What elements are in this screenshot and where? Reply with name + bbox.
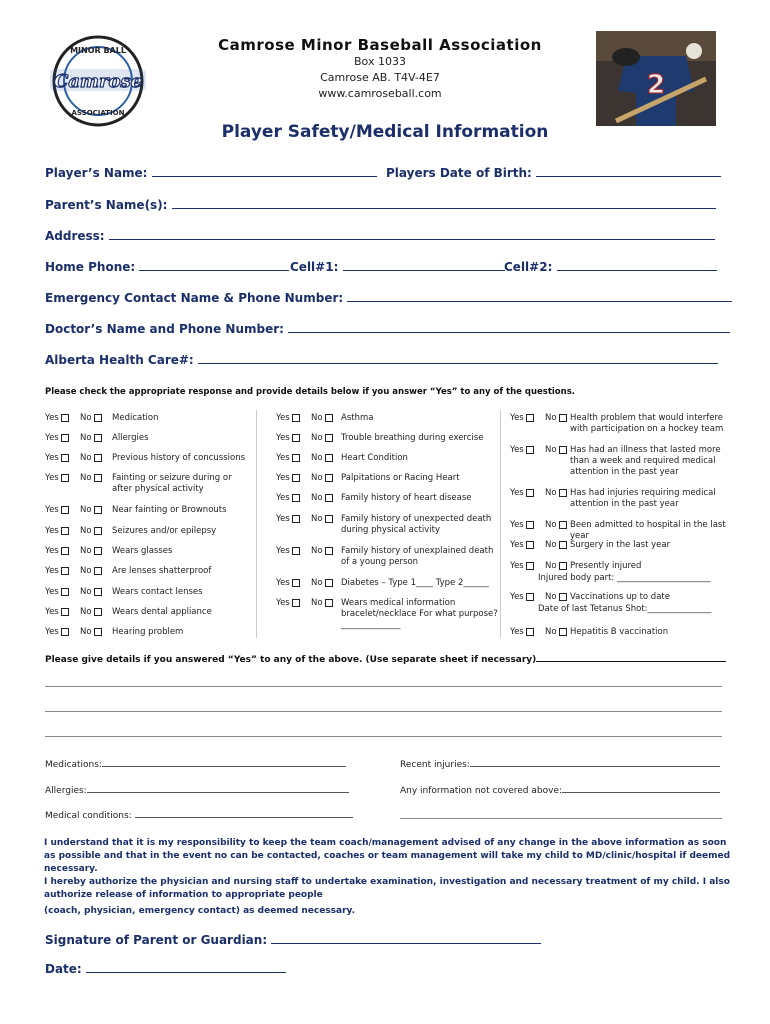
checkbox-icon[interactable] xyxy=(94,474,102,482)
question-text: Family history of unexpected death during physical activity xyxy=(341,514,492,535)
no-checkbox[interactable] xyxy=(311,598,333,608)
home-phone-blank[interactable] xyxy=(139,260,289,271)
question-text: Trouble breathing during exercise xyxy=(341,433,484,443)
yes-checkbox[interactable] xyxy=(45,526,69,536)
no-checkbox[interactable] xyxy=(311,413,333,423)
question-text: Heart Condition xyxy=(341,453,408,463)
no-checkbox[interactable] xyxy=(545,520,567,530)
no-checkbox[interactable] xyxy=(311,453,333,463)
signature-blank[interactable] xyxy=(271,933,541,944)
allergies-blank[interactable] xyxy=(87,784,349,793)
player-dob-label: Players Date of Birth: xyxy=(386,166,532,180)
details-line-2[interactable] xyxy=(45,711,722,712)
yes-checkbox[interactable] xyxy=(45,505,69,515)
question-text: Family history of unexplained death of a young person xyxy=(341,546,494,567)
date-field[interactable] xyxy=(45,962,286,976)
no-checkbox[interactable] xyxy=(80,566,102,576)
no-label: No xyxy=(545,413,557,423)
checkbox-icon[interactable] xyxy=(325,547,333,555)
yes-checkbox[interactable] xyxy=(45,453,69,463)
no-label: No xyxy=(311,453,323,463)
no-checkbox[interactable] xyxy=(80,453,102,463)
checkbox-icon[interactable] xyxy=(61,434,69,442)
baseball-photo xyxy=(596,31,716,126)
allergies-field[interactable] xyxy=(45,784,349,796)
question-text: Wears contact lenses xyxy=(112,587,203,597)
yes-checkbox[interactable] xyxy=(276,598,300,608)
player-name-field[interactable] xyxy=(45,166,377,180)
no-checkbox[interactable] xyxy=(80,505,102,515)
no-label: No xyxy=(545,561,557,571)
no-checkbox[interactable] xyxy=(545,627,567,637)
home-phone-field[interactable] xyxy=(45,260,289,274)
no-label: No xyxy=(80,453,92,463)
emergency-blank[interactable] xyxy=(347,291,732,302)
question-text: Presently injured xyxy=(570,561,642,571)
yes-label: Yes xyxy=(276,578,290,588)
emergency-field[interactable] xyxy=(45,291,732,305)
yes-checkbox[interactable] xyxy=(510,520,534,530)
checkbox-icon[interactable] xyxy=(61,414,69,422)
checkbox-icon[interactable] xyxy=(526,628,534,636)
no-label: No xyxy=(80,587,92,597)
yes-label: Yes xyxy=(45,607,59,617)
checkbox-icon[interactable] xyxy=(292,599,300,607)
checkbox-icon[interactable] xyxy=(325,454,333,462)
question-text: Seizures and/or epilepsy xyxy=(112,526,217,536)
tetanus-date[interactable]: Date of last Tetanus Shot:_______________ xyxy=(538,604,712,614)
question-text: Has had injuries requiring medical attention in the past year xyxy=(570,488,716,509)
checkbox-icon[interactable] xyxy=(94,628,102,636)
no-label: No xyxy=(80,505,92,515)
player-name-blank[interactable] xyxy=(152,166,377,177)
doctor-blank[interactable] xyxy=(288,322,730,333)
no-label: No xyxy=(311,546,323,556)
player-dob-blank[interactable] xyxy=(536,166,721,177)
question-text: Vaccinations up to date xyxy=(570,592,670,602)
no-checkbox[interactable] xyxy=(80,587,102,597)
signature-label: Signature of Parent or Guardian: xyxy=(45,933,268,947)
conditions-line-right[interactable] xyxy=(400,818,722,819)
checkbox-icon[interactable] xyxy=(325,599,333,607)
health-care-blank[interactable] xyxy=(198,353,718,364)
question-text: Near fainting or Brownouts xyxy=(112,505,227,515)
yes-checkbox[interactable] xyxy=(276,453,300,463)
checkbox-icon[interactable] xyxy=(61,506,69,514)
yes-label: Yes xyxy=(510,413,524,423)
yes-label: Yes xyxy=(510,520,524,530)
yes-checkbox[interactable] xyxy=(45,546,69,556)
no-checkbox[interactable] xyxy=(545,488,567,498)
org-header xyxy=(200,36,560,102)
checkbox-icon[interactable] xyxy=(94,567,102,575)
checkbox-icon[interactable] xyxy=(526,562,534,570)
yes-label: Yes xyxy=(510,488,524,498)
checkbox-icon[interactable] xyxy=(94,608,102,616)
yes-label: Yes xyxy=(45,505,59,515)
checkbox-icon[interactable] xyxy=(526,489,534,497)
checkbox-icon[interactable] xyxy=(559,541,567,549)
checkbox-icon[interactable] xyxy=(559,446,567,454)
home-phone-label: Home Phone: xyxy=(45,260,136,274)
question-text: Palpitations or Racing Heart xyxy=(341,473,460,483)
checkbox-icon[interactable] xyxy=(292,414,300,422)
checkbox-icon[interactable] xyxy=(61,588,69,596)
doctor-field[interactable] xyxy=(45,322,730,336)
checkbox-icon[interactable] xyxy=(292,579,300,587)
yes-checkbox[interactable] xyxy=(45,607,69,617)
not-covered-field[interactable] xyxy=(400,784,720,796)
no-checkbox[interactable] xyxy=(80,473,102,483)
association-logo xyxy=(44,33,152,129)
yes-checkbox[interactable] xyxy=(510,488,534,498)
question-text: Previous history of concussions xyxy=(112,453,246,463)
no-label: No xyxy=(311,514,323,524)
yes-label: Yes xyxy=(276,453,290,463)
yes-checkbox[interactable] xyxy=(45,473,69,483)
emergency-label: Emergency Contact Name & Phone Number: xyxy=(45,291,344,305)
question-text: Diabetes – Type 1____ Type 2______ xyxy=(341,578,489,588)
yes-checkbox[interactable] xyxy=(276,473,300,483)
checkbox-icon[interactable] xyxy=(61,474,69,482)
cell1-field[interactable] xyxy=(290,260,505,274)
no-label: No xyxy=(80,627,92,637)
parents-name-blank[interactable] xyxy=(172,198,716,209)
no-checkbox[interactable] xyxy=(545,445,567,455)
checkbox-icon[interactable] xyxy=(526,521,534,529)
yes-label: Yes xyxy=(510,592,524,602)
checkbox-icon[interactable] xyxy=(94,434,102,442)
yes-label: Yes xyxy=(510,627,524,637)
checkbox-icon[interactable] xyxy=(526,541,534,549)
checkbox-icon[interactable] xyxy=(325,434,333,442)
question-text: Has had an illness that lasted more than a week and required medical attention in the past year xyxy=(570,445,721,477)
no-label: No xyxy=(311,473,323,483)
yes-checkbox[interactable] xyxy=(276,493,300,503)
yes-checkbox[interactable] xyxy=(45,413,69,423)
address-label: Address: xyxy=(45,229,105,243)
not-covered-label: Any information not covered above: xyxy=(400,786,563,796)
yes-checkbox[interactable] xyxy=(510,592,534,602)
yes-checkbox[interactable] xyxy=(276,514,300,524)
authorization-paragraph-1: I understand that it is my responsibility to keep the team coach/management advised of any change in the above information as soon as possible and that in the event no can be contacted, coaches or team management will take my child to MD/clinic/hospital if deemed necessary. xyxy=(44,838,731,874)
yes-label: Yes xyxy=(510,540,524,550)
checkbox-icon[interactable] xyxy=(292,474,300,482)
medications-field[interactable] xyxy=(45,758,346,770)
yes-checkbox[interactable] xyxy=(276,578,300,588)
yes-checkbox[interactable] xyxy=(510,445,534,455)
checkbox-icon[interactable] xyxy=(559,489,567,497)
yes-checkbox[interactable] xyxy=(45,566,69,576)
checkbox-icon[interactable] xyxy=(61,608,69,616)
yes-checkbox[interactable] xyxy=(510,540,534,550)
checkbox-icon[interactable] xyxy=(325,494,333,502)
recent-injuries-label: Recent injuries: xyxy=(400,760,470,770)
question-text: Medication xyxy=(112,413,159,423)
question-text: Health problem that would interfere with participation on a hockey team xyxy=(570,413,724,434)
org-box: Box 1033 xyxy=(354,55,406,68)
recent-injuries-field[interactable] xyxy=(400,758,720,770)
yes-label: Yes xyxy=(510,445,524,455)
checkbox-icon[interactable] xyxy=(325,515,333,523)
no-checkbox[interactable] xyxy=(545,413,567,423)
no-checkbox[interactable] xyxy=(545,540,567,550)
no-label: No xyxy=(311,598,323,608)
no-checkbox[interactable] xyxy=(311,433,333,443)
checkbox-icon[interactable] xyxy=(292,515,300,523)
yes-label: Yes xyxy=(45,433,59,443)
checkbox-icon[interactable] xyxy=(94,527,102,535)
yes-checkbox[interactable] xyxy=(510,561,534,571)
question-text: Are lenses shatterproof xyxy=(112,566,212,576)
address-blank[interactable] xyxy=(109,229,715,240)
player-dob-field[interactable] xyxy=(386,166,721,180)
no-label: No xyxy=(80,413,92,423)
yes-label: Yes xyxy=(45,566,59,576)
jersey-number: 2 xyxy=(646,70,666,100)
no-label: No xyxy=(80,473,92,483)
yes-label: Yes xyxy=(276,413,290,423)
no-label: No xyxy=(545,592,557,602)
yes-checkbox[interactable] xyxy=(510,627,534,637)
no-checkbox[interactable] xyxy=(545,592,567,602)
signature-field[interactable] xyxy=(45,933,541,947)
checkbox-icon[interactable] xyxy=(94,547,102,555)
question-text: Hearing problem xyxy=(112,627,184,637)
checkbox-icon[interactable] xyxy=(559,562,567,570)
checkbox-icon[interactable] xyxy=(526,446,534,454)
no-checkbox[interactable] xyxy=(311,493,333,503)
no-checkbox[interactable] xyxy=(311,546,333,556)
details-label: Please give details if you answered “Yes” to any of the above. (Use separate sheet if necessary) xyxy=(45,655,537,665)
details-line-1[interactable] xyxy=(45,686,722,687)
no-label: No xyxy=(311,493,323,503)
org-website: www.camroseball.com xyxy=(318,87,442,100)
checkbox-icon[interactable] xyxy=(325,474,333,482)
checkbox-icon[interactable] xyxy=(559,628,567,636)
date-blank[interactable] xyxy=(86,962,286,973)
question-text: Wears dental appliance xyxy=(112,607,212,617)
no-checkbox[interactable] xyxy=(311,578,333,588)
yes-label: Yes xyxy=(276,473,290,483)
yes-label: Yes xyxy=(276,493,290,503)
conditions-field[interactable] xyxy=(45,809,353,821)
checkbox-icon[interactable] xyxy=(325,414,333,422)
no-label: No xyxy=(80,526,92,536)
checkbox-icon[interactable] xyxy=(292,454,300,462)
checkbox-icon[interactable] xyxy=(559,593,567,601)
no-label: No xyxy=(80,433,92,443)
instructions-text: Please check the appropriate response and provide details below if you answer “Yes” to any of the questions. xyxy=(45,387,575,397)
yes-label: Yes xyxy=(45,587,59,597)
checkbox-icon[interactable] xyxy=(526,414,534,422)
player-name-label: Player’s Name: xyxy=(45,166,148,180)
yes-label: Yes xyxy=(45,473,59,483)
no-checkbox[interactable] xyxy=(545,561,567,571)
checkbox-icon[interactable] xyxy=(61,567,69,575)
no-checkbox[interactable] xyxy=(80,413,102,423)
not-covered-blank[interactable] xyxy=(562,784,720,793)
checkbox-icon[interactable] xyxy=(61,628,69,636)
logo-top-text: MINOR BALL xyxy=(70,46,126,55)
yes-checkbox[interactable] xyxy=(276,413,300,423)
cell1-label: Cell#1: xyxy=(290,260,339,274)
yes-checkbox[interactable] xyxy=(45,587,69,597)
no-label: No xyxy=(311,413,323,423)
question-text: Wears medical information bracelet/necklace For what purpose? ______________ xyxy=(341,598,498,630)
recent-injuries-blank[interactable] xyxy=(470,758,720,767)
question-text: Been admitted to hospital in the last year xyxy=(570,520,726,541)
conditions-label: Medical conditions: xyxy=(45,811,132,821)
yes-checkbox[interactable] xyxy=(276,433,300,443)
no-label: No xyxy=(545,520,557,530)
cell2-label: Cell#2: xyxy=(504,260,553,274)
no-checkbox[interactable] xyxy=(80,433,102,443)
checkbox-icon[interactable] xyxy=(292,434,300,442)
conditions-blank[interactable] xyxy=(135,809,353,818)
no-label: No xyxy=(80,546,92,556)
checkbox-icon[interactable] xyxy=(292,494,300,502)
medications-blank[interactable] xyxy=(102,758,346,767)
address-field[interactable] xyxy=(45,229,715,243)
yes-label: Yes xyxy=(45,413,59,423)
checkbox-icon[interactable] xyxy=(292,547,300,555)
checkbox-icon[interactable] xyxy=(61,547,69,555)
column-divider-1 xyxy=(256,410,257,638)
no-label: No xyxy=(545,488,557,498)
yes-checkbox[interactable] xyxy=(510,413,534,423)
yes-label: Yes xyxy=(45,526,59,536)
authorization-paragraph-3: (coach, physician, emergency contact) as deemed necessary. xyxy=(44,906,356,916)
health-care-field[interactable] xyxy=(45,353,718,367)
column-divider-2 xyxy=(500,410,501,638)
logo-bottom-text: ASSOCIATION xyxy=(71,109,125,117)
parents-name-label: Parent’s Name(s): xyxy=(45,198,168,212)
org-name: Camrose Minor Baseball Association xyxy=(218,36,542,54)
details-prompt xyxy=(45,653,726,665)
yes-checkbox[interactable] xyxy=(45,433,69,443)
doctor-label: Doctor’s Name and Phone Number: xyxy=(45,322,284,336)
checkbox-icon[interactable] xyxy=(325,579,333,587)
yes-checkbox[interactable] xyxy=(276,546,300,556)
question-text: Surgery in the last year xyxy=(570,540,671,550)
checkbox-icon[interactable] xyxy=(94,506,102,514)
injured-body-part[interactable]: Injured body part: ______________________ xyxy=(538,573,711,583)
yes-label: Yes xyxy=(45,627,59,637)
no-checkbox[interactable] xyxy=(80,526,102,536)
no-checkbox[interactable] xyxy=(311,473,333,483)
details-blank[interactable] xyxy=(536,653,726,662)
yes-label: Yes xyxy=(276,546,290,556)
allergies-label: Allergies: xyxy=(45,786,87,796)
health-care-label: Alberta Health Care#: xyxy=(45,353,194,367)
no-label: No xyxy=(311,578,323,588)
checkbox-icon[interactable] xyxy=(61,527,69,535)
no-label: No xyxy=(311,433,323,443)
no-checkbox[interactable] xyxy=(80,546,102,556)
yes-label: Yes xyxy=(45,546,59,556)
checkbox-icon[interactable] xyxy=(61,454,69,462)
checkbox-icon[interactable] xyxy=(94,454,102,462)
question-text: Hepatitis B vaccination xyxy=(570,627,669,637)
no-checkbox[interactable] xyxy=(80,607,102,617)
cell1-blank[interactable] xyxy=(343,260,505,271)
question-text: Fainting or seizure during or after physical activity xyxy=(112,473,232,494)
medications-label: Medications: xyxy=(45,760,102,770)
no-checkbox[interactable] xyxy=(80,627,102,637)
question-text: Family history of heart disease xyxy=(341,493,472,503)
yes-label: Yes xyxy=(276,514,290,524)
checkbox-icon[interactable] xyxy=(94,414,102,422)
authorization-paragraph-2: I hereby authorize the physician and nursing staff to undertake examination, investigation and necessary treatment of my child. I also authorize release of information to appropriate people xyxy=(44,877,730,900)
no-label: No xyxy=(80,607,92,617)
checkbox-icon[interactable] xyxy=(559,414,567,422)
yes-label: Yes xyxy=(45,453,59,463)
question-text: Wears glasses xyxy=(112,546,173,556)
page-title: Player Safety/Medical Information xyxy=(221,122,549,142)
no-label: No xyxy=(545,627,557,637)
yes-label: Yes xyxy=(276,598,290,608)
no-checkbox[interactable] xyxy=(311,514,333,524)
no-label: No xyxy=(545,445,557,455)
details-line-3[interactable] xyxy=(45,736,722,737)
question-text: Asthma xyxy=(341,413,374,423)
checkbox-icon[interactable] xyxy=(526,593,534,601)
question-text: Allergies xyxy=(112,433,149,443)
date-label: Date: xyxy=(45,962,82,976)
cell2-blank[interactable] xyxy=(557,260,717,271)
yes-label: Yes xyxy=(510,561,524,571)
cell2-field[interactable] xyxy=(504,260,717,274)
no-label: No xyxy=(545,540,557,550)
yes-label: Yes xyxy=(276,433,290,443)
no-label: No xyxy=(80,566,92,576)
parents-name-field[interactable] xyxy=(45,198,716,212)
yes-checkbox[interactable] xyxy=(45,627,69,637)
checkbox-icon[interactable] xyxy=(559,521,567,529)
org-city: Camrose AB. T4V-4E7 xyxy=(320,71,440,84)
checkbox-icon[interactable] xyxy=(94,588,102,596)
logo-main-text: Camrose xyxy=(53,71,143,92)
